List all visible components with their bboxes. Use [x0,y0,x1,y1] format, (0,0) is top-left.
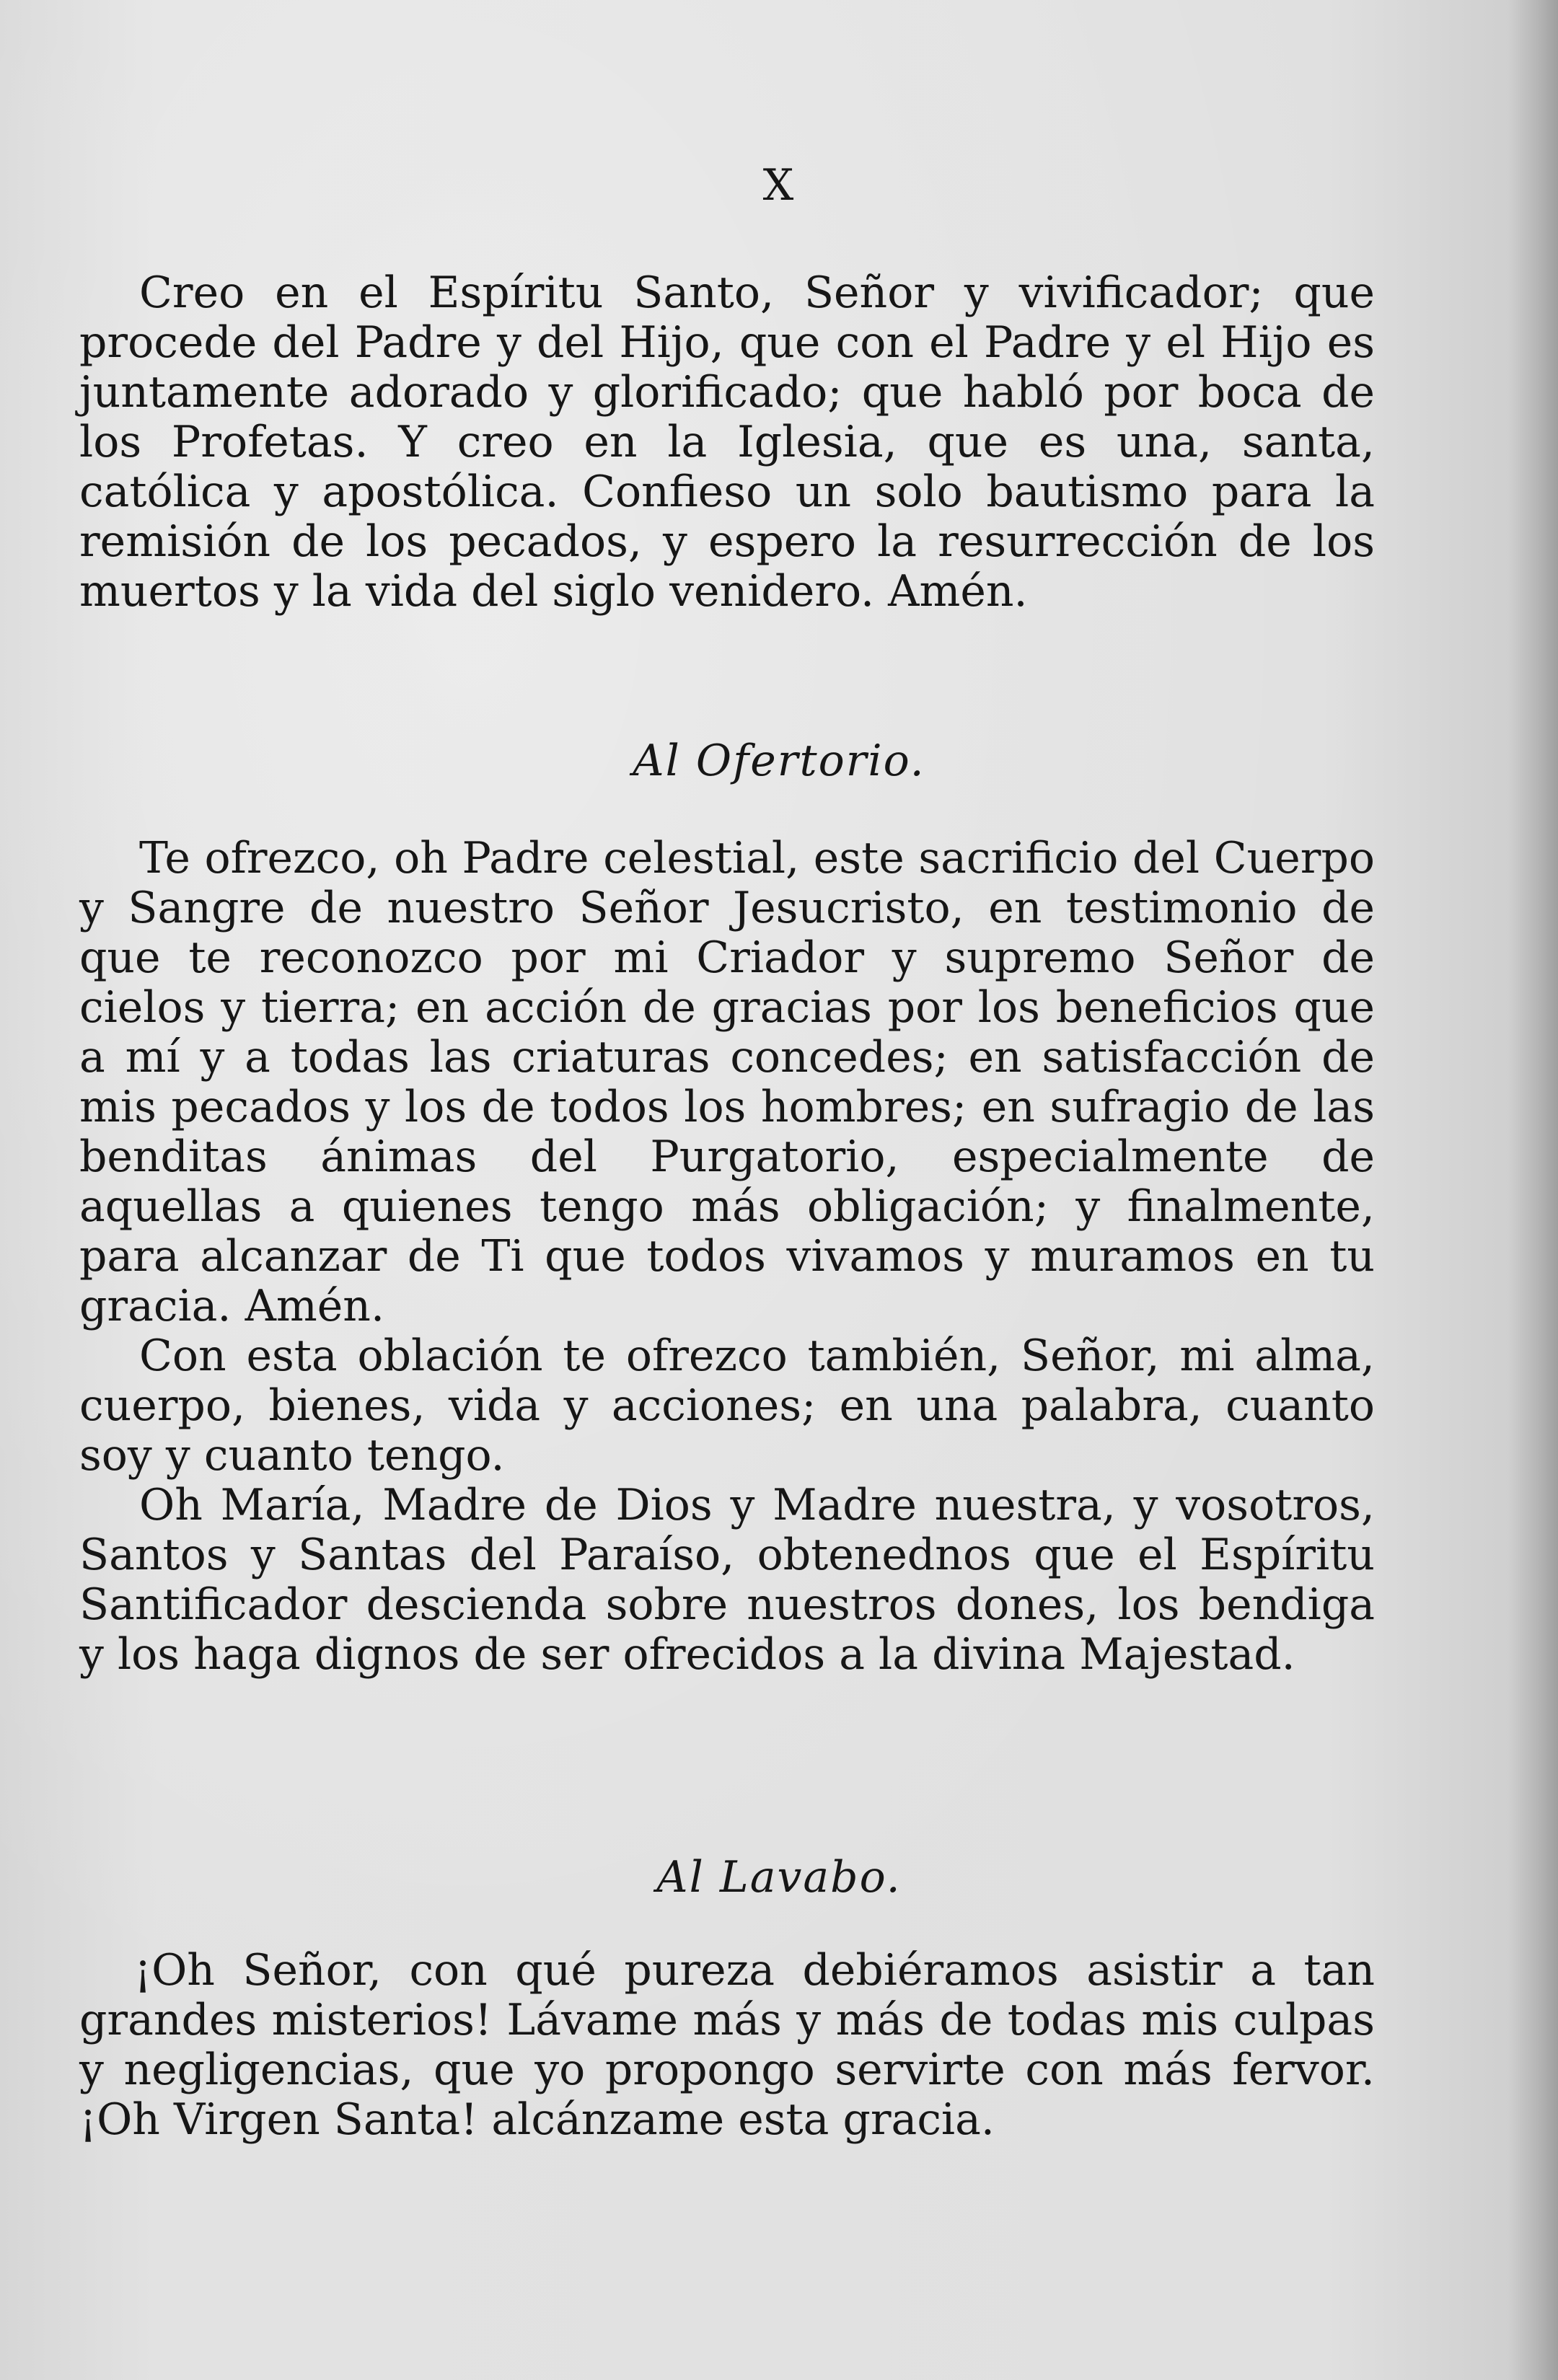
offertory-paragraph-3: Oh María, Madre de Dios y Madre nuestra, y vosotros, Santos y Santas del Paraíso, obtenednos que el Espíritu Santificador descienda sobre nuestros dones, los bendiga y los haga dignos de ser ofrecidos a la divina Majestad. [79,1480,1375,1680]
lavabo-section [79,1946,1375,2145]
creed-paragraph: Creo en el Espíritu Santo, Señor y vivificador; que procede del Padre y del Hijo, que con el Padre y el Hijo es juntamente adorado y glorificado; que habló por boca de los Profetas. Y creo en la Iglesia, que es una, santa, católica y apostólica. Confieso un solo bautismo para la remisión de los pecados, y espero la resurrección de los muertos y la vida del siglo venidero. Amén. [79,268,1375,617]
page-number: X [762,160,796,211]
page-edge-shadow [1508,0,1558,2380]
offertory-heading: Al Ofertorio. [633,736,925,786]
offertory-paragraph-2: Con esta oblación te ofrezco también, Señor, mi alma, cuerpo, bienes, vida y acciones; en una palabra, cuanto soy y cuanto tengo. [79,1331,1375,1481]
offertory-section [79,834,1375,1680]
lavabo-paragraph: ¡Oh Señor, con qué pureza debiéramos asistir a tan grandes misterios! Lávame más y más de todas mis culpas y negligencias, que yo propongo servirte con más fervor. ¡Oh Virgen Santa! alcánzame esta gracia. [79,1945,1375,2145]
lavabo-heading: Al Lavabo. [656,1852,902,1903]
creed-section [79,268,1375,617]
offertory-paragraph-1: Te ofrezco, oh Padre celestial, este sacrificio del Cuerpo y Sangre de nuestro Señor Jesucristo, en testimonio de que te reconozco por mi Criador y supremo Señor de cielos y tierra; en acción de gracias por los beneficios que a mí y a todas las criaturas concedes; en satisfacción de mis pecados y los de todos los hombres; en sufragio de las benditas ánimas del Purgatorio, especialmente de aquellas a quienes tengo más obligación; y finalmente, para alcanzar de Ti que todos vivamos y muramos en tu gracia. Amén. [79,833,1375,1331]
